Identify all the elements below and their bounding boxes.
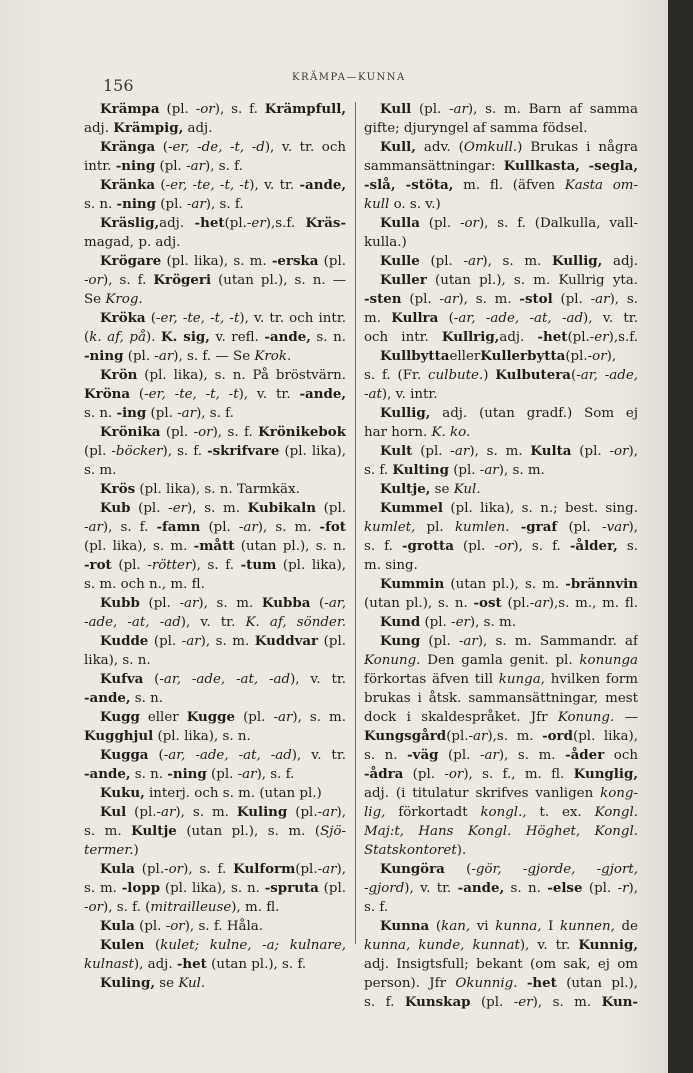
dictionary-line: (utan pl.), s. n. -ost (pl.-ar),s. m., m. fl. <box>364 595 638 611</box>
dictionary-line: Kulen (kulet; kulne, -a; kulnare, <box>100 937 346 953</box>
dictionary-line: Kulle (pl. -ar), s. m. Kullig, adj. <box>380 253 638 269</box>
dictionary-line: dock i skaldespråket. Jfr Konung. — <box>364 710 638 725</box>
dictionary-line: adj. (i titulatur skrifves vanligen kong- <box>364 786 638 801</box>
dictionary-line: Kul (pl.-ar), s. m. Kuling (pl.-ar), <box>100 804 346 820</box>
dictionary-line: Krögare (pl. lika), s. m. -erska (pl. <box>100 253 346 269</box>
dictionary-line: -or), s. f. Krögeri (utan pl.), s. n. — <box>84 272 346 288</box>
dictionary-line: Kränka (-er, -te, -t, -t), v. tr. -ande, <box>100 177 346 193</box>
dictionary-line: Kuku, interj. och s. m. (utan pl.) <box>100 785 322 801</box>
dictionary-line: Konung. Den gamla genit. pl. konunga <box>364 653 638 668</box>
dictionary-line: kulla.) <box>364 235 407 250</box>
dictionary-line: -or), s. f. (mitrailleuse), m. fl. <box>84 900 280 915</box>
dictionary-line: Krön (pl. lika), s. n. På bröstvärn. <box>100 367 346 383</box>
page-number: 156 <box>103 76 134 95</box>
dictionary-line: Kull, adv. (Omkull.) Brukas i några <box>380 139 638 155</box>
dictionary-line: kunna, kunde, kunnat), v. tr. Kunnig, <box>364 937 638 953</box>
dictionary-line: kull o. s. v.) <box>364 197 441 212</box>
dictionary-line: lika), s. n. <box>84 653 151 668</box>
dictionary-line: -slå, -stöta, m. fl. (äfven Kasta om- <box>364 177 638 193</box>
dictionary-line: Krämpa (pl. -or), s. f. Krämpfull, <box>100 101 346 117</box>
dictionary-line: Kula (pl. -or), s. f. Håla. <box>100 918 264 934</box>
dictionary-line: -rot (pl. -rötter), s. f. -tum (pl. lika), <box>84 557 346 573</box>
dictionary-line: Kummin (utan pl.), s. m. -brännvin <box>380 576 638 592</box>
left-column <box>84 100 346 993</box>
dictionary-line: Kuling, se Kul. <box>100 975 206 991</box>
dictionary-line: KullbyttaellerKullerbytta(pl.-or), <box>380 348 617 364</box>
dictionary-line: Kröna (-er, -te, -t, -t), v. tr. -ande, <box>84 386 346 402</box>
dictionary-line: s. n. -väg (pl. -ar), s. m. -åder och <box>364 747 638 763</box>
dictionary-line: s. f. -grotta (pl. -or), s. f. -ålder, s. <box>364 538 638 554</box>
dictionary-line: Kungöra (-gör, -gjorde, -gjort, <box>380 861 638 877</box>
dictionary-line: kumlet, pl. kumlen. -graf (pl. -var), <box>364 519 638 535</box>
dictionary-line: Kultje, se Kul. <box>380 481 481 497</box>
dictionary-line: förkortas äfven till kunga, hvilken form <box>364 672 638 687</box>
dictionary-line: Kund (pl. -er), s. m. <box>380 614 516 630</box>
dictionary-line: s. n. -ing (pl. -ar), s. f. <box>84 405 234 421</box>
dictionary-line: Kunna (kan, vi kunna, I kunnen, de <box>380 918 638 934</box>
dictionary-line: -sten (pl. -ar), s. m. -stol (pl. -ar), s. <box>364 291 638 307</box>
dictionary-line: s. f. (Fr. culbute.) Kulbutera(-ar, -ade, <box>364 367 638 383</box>
dictionary-line: Kuller (utan pl.), s. m. Kullrig yta. <box>380 272 638 288</box>
dictionary-line: (pl. -böcker), s. f. -skrifvare (pl. lika), <box>84 443 346 459</box>
dictionary-line: -ande, s. n. -ning (pl. -ar), s. f. <box>84 766 295 782</box>
dictionary-line: adj. Krämpig, adj. <box>84 120 213 136</box>
dictionary-line: Statskontoret). <box>364 843 467 858</box>
dictionary-line: Kubb (pl. -ar), s. m. Kubba (-ar, <box>100 595 346 611</box>
dictionary-line: kulnast), adj. -het (utan pl.), s. f. <box>84 956 307 972</box>
dictionary-line: s. n. -ning (pl. -ar), s. f. <box>84 196 244 212</box>
dictionary-line: Kungsgård(pl.-ar),s. m. -ord(pl. lika), <box>364 728 638 744</box>
dictionary-line: -ade, -at, -ad), v. tr. K. af, sönder. <box>84 615 346 630</box>
dictionary-line: Kränga (-er, -de, -t, -d), v. tr. och <box>100 139 346 155</box>
dictionary-line: (k. af, på). K. sig, v. refl. -ande, s. n. <box>84 329 346 345</box>
dictionary-line: Kull (pl. -ar), s. m. Barn af samma <box>380 101 638 117</box>
dictionary-line: och intr. Kullrig,adj. -het(pl.-er),s.f. <box>364 329 638 345</box>
dictionary-line: Kräslig,adj. -het(pl.-er),s.f. Kräs- <box>100 215 346 231</box>
dictionary-line: person). Jfr Okunnig. -het (utan pl.), <box>364 975 638 991</box>
dictionary-line: s. m. <box>84 463 117 478</box>
dictionary-line: adj. Insigtsfull; bekant (om sak, ej om <box>364 957 638 972</box>
dictionary-line: Krös (pl. lika), s. n. Tarmkäx. <box>100 481 300 497</box>
dictionary-line: termer.) <box>84 843 139 858</box>
dictionary-line: Kullig, adj. (utan gradf.) Som ej <box>380 405 638 421</box>
dictionary-line: s. f. Kulting (pl. -ar), s. m. <box>364 462 545 478</box>
dictionary-line: Kugg eller Kugge (pl. -ar), s. m. <box>100 709 346 725</box>
dictionary-line: -gjord), v. tr. -ande, s. n. -else (pl. -r), <box>364 880 638 896</box>
dictionary-line: magad, p. adj. <box>84 235 181 250</box>
dictionary-line: Kung (pl. -ar), s. m. Sammandr. af <box>380 633 638 649</box>
column-divider <box>355 102 356 944</box>
dictionary-line: s. m. -lopp (pl. lika), s. n. -spruta (pl. <box>84 880 346 896</box>
dictionary-line: gifte; djuryngel af samma födsel. <box>364 121 588 136</box>
dictionary-line: Kummel (pl. lika), s. n.; best. sing. <box>380 500 638 516</box>
dictionary-line: Kugga (-ar, -ade, -at, -ad), v. tr. <box>100 747 346 763</box>
dictionary-line: s. f. Kunskap (pl. -er), s. m. Kun- <box>364 994 638 1010</box>
dictionary-line: -ar), s. f. -famn (pl. -ar), s. m. -fot <box>84 519 346 535</box>
dictionary-line: Kula (pl.-or), s. f. Kulform(pl.-ar), <box>100 861 346 877</box>
dictionary-line: Kult (pl. -ar), s. m. Kulta (pl. -or), <box>380 443 638 459</box>
dictionary-line: Krönika (pl. -or), s. f. Krönikebok <box>100 424 346 440</box>
running-head: KRÄMPA—KUNNA <box>292 72 406 83</box>
dictionary-line: Kugghjul (pl. lika), s. n. <box>84 728 251 744</box>
dictionary-line: Kub (pl. -er), s. m. Kubikaln (pl. <box>100 500 346 516</box>
dictionary-line: s. f. <box>364 900 389 915</box>
dictionary-line: m. Kullra (-ar, -ade, -at, -ad), v. tr. <box>364 310 638 326</box>
dictionary-line: -ådra (pl. -or), s. f., m. fl. Kunglig, <box>364 766 638 782</box>
dictionary-line: har horn. K. ko. <box>364 425 471 440</box>
dictionary-line: lig, förkortadt kongl., t. ex. Kongl. <box>364 805 638 820</box>
dictionary-line: Se Krog. <box>84 292 143 307</box>
dictionary-line: intr. -ning (pl. -ar), s. f. <box>84 158 243 174</box>
dictionary-line: -at), v. intr. <box>364 387 438 402</box>
dictionary-line: brukas i åtsk. sammansättningar, mest <box>364 691 638 706</box>
dictionary-line: s. m. Kultje (utan pl.), s. m. (Sjö- <box>84 823 346 839</box>
right-column <box>364 100 638 1012</box>
dictionary-line: -ning (pl. -ar), s. f. — Se Krok. <box>84 348 292 364</box>
dictionary-line: m. sing. <box>364 558 418 573</box>
dictionary-line: -ande, s. n. <box>84 690 164 706</box>
dictionary-line: Kudde (pl. -ar), s. m. Kuddvar (pl. <box>100 633 346 649</box>
dictionary-line: s. m. och n., m. fl. <box>84 577 205 592</box>
dictionary-line: (pl. lika), s. m. -mått (utan pl.), s. n. <box>84 538 346 554</box>
dictionary-line: Kulla (pl. -or), s. f. (Dalkulla, vall- <box>380 215 638 231</box>
dictionary-line: Maj:t, Hans Kongl. Höghet, Kongl. <box>364 824 638 839</box>
dictionary-line: Kufva (-ar, -ade, -at, -ad), v. tr. <box>100 671 346 687</box>
dictionary-line: sammansättningar: Kullkasta, -segla, <box>364 158 638 174</box>
dictionary-line: Kröka (-er, -te, -t, -t), v. tr. och intr. <box>100 310 346 326</box>
